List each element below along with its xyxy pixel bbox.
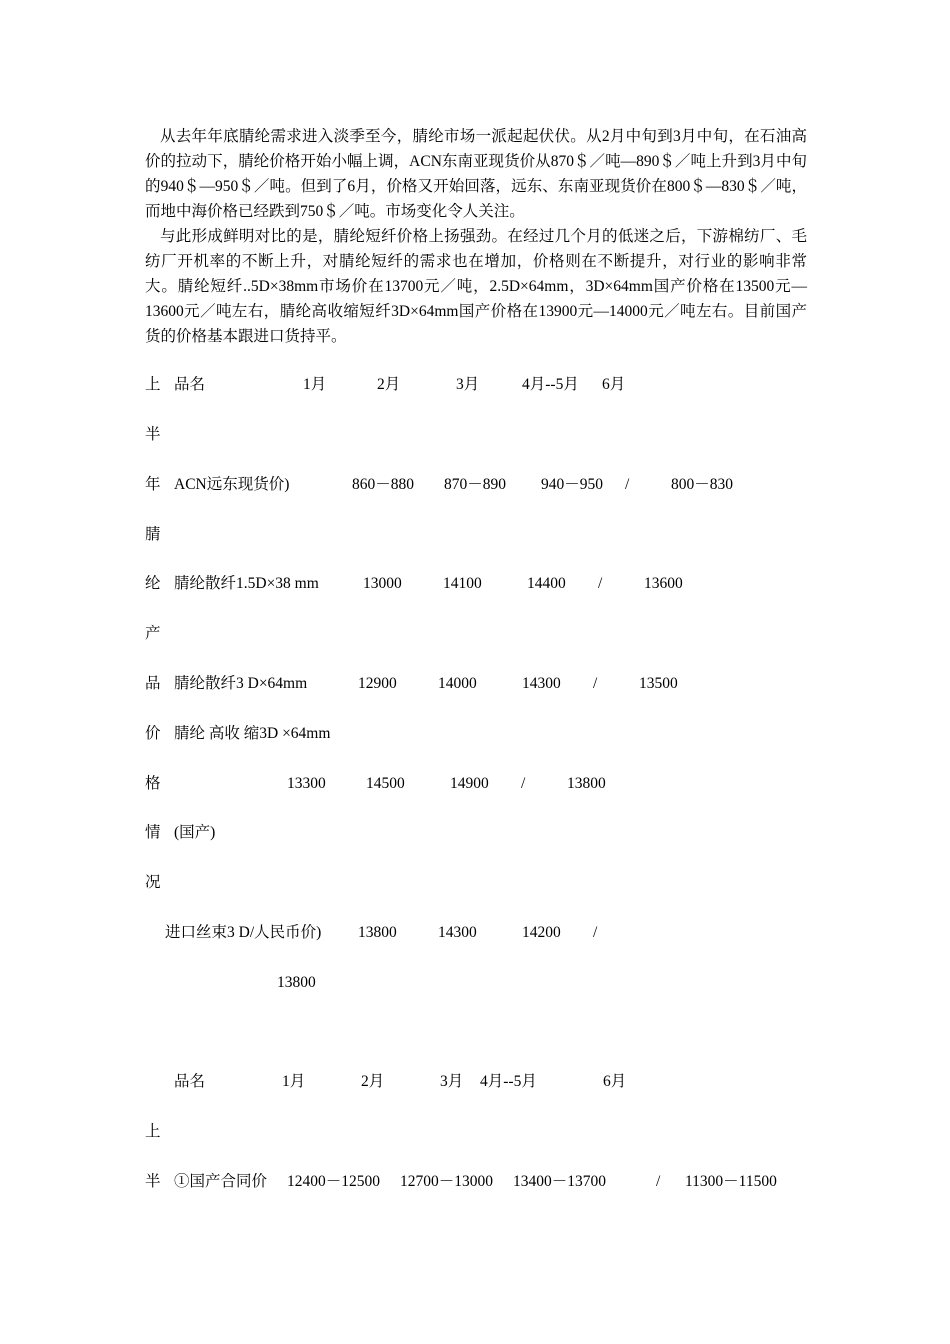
row-product-name: ACN远东现货价) (174, 476, 290, 493)
side-char: 半 (145, 1173, 161, 1190)
row-product-name: 腈纶 高收 缩3D ×64mm (174, 725, 331, 742)
header-apr-may: 4月--5月 (480, 1073, 537, 1090)
cell-mar: 940－950 (541, 476, 604, 493)
side-char: 上 (145, 1123, 161, 1140)
side-char: 情 (145, 824, 161, 841)
side-char: 年 (145, 476, 161, 493)
cell-apr-may: / (656, 1173, 661, 1190)
header-product-name: 品名 (174, 376, 206, 393)
cell-apr-may: / (625, 476, 630, 493)
paragraph-acrylic-staple: 与此形成鲜明对比的是，腈纶短纤价格上扬强劲。在经过几个月的低迷之后，下游棉纺厂、毛纺厂开机率的不断上升，对腈纶短纤的需求也在增加，价格则在不断提升，对行业的影响非常大。腈纶短纤..5D×38mm市场价在13700元／吨，2.5D×64mm，3D×64mm国产价格在13500元—13600元／吨左右，腈纶高收缩短纤3D×64mm国产价格在13900元—14000元／吨左右。目前国产货的价格基本跟进口货持平。 (145, 228, 807, 345)
header-product-name: 品名 (174, 1073, 206, 1090)
side-char: 半 (145, 426, 161, 443)
side-char: 价 (145, 725, 161, 742)
side-char: 品 (145, 675, 161, 692)
row-product-name: 进口丝束3 D/人民币价) (165, 924, 322, 941)
row-product-name: ①国产合同价 (174, 1173, 268, 1190)
cell-mar: 14300 (522, 675, 561, 692)
row-product-name-suffix: (国产) (174, 824, 216, 841)
header-jan: 1月 (282, 1073, 306, 1090)
cell-apr-may: / (593, 675, 598, 692)
side-char: 纶 (145, 575, 161, 592)
cell-mar: 14200 (522, 924, 561, 941)
header-jan: 1月 (303, 376, 327, 393)
cell-jun: 13800 (277, 974, 316, 991)
cell-feb: 14500 (366, 775, 405, 792)
cell-feb: 14100 (443, 575, 482, 592)
paragraph-acn-market: 从去年年底腈纶需求进入淡季至今，腈纶市场一派起起伏伏。从2月中旬到3月中旬，在石油高价的拉动下，腈纶价格开始小幅上调，ACN东南亚现货价从870＄／吨—890＄／吨上升到3月中旬的940＄—950＄／吨。但到了6月，价格又开始回落，远东、东南亚现货价在800＄—830＄／吨，而地中海价格已经跌到750＄／吨。市场变化令人关注。 (145, 128, 807, 220)
row-product-name: 腈纶散纤3 D×64mm (174, 675, 308, 692)
cell-feb: 14300 (438, 924, 477, 941)
cell-jan: 12400－12500 (287, 1173, 381, 1190)
header-feb: 2月 (377, 376, 401, 393)
side-char: 上 (145, 376, 161, 393)
side-char: 况 (145, 874, 161, 891)
cell-jan: 13000 (363, 575, 402, 592)
cell-apr-may: / (598, 575, 603, 592)
side-char: 格 (145, 775, 161, 792)
header-feb: 2月 (361, 1073, 385, 1090)
header-jun: 6月 (602, 376, 626, 393)
row-product-name: 腈纶散纤1.5D×38 mm (174, 575, 319, 592)
cell-jun: 800－830 (671, 476, 734, 493)
header-jun: 6月 (603, 1073, 627, 1090)
cell-apr-may: / (521, 775, 526, 792)
cell-mar: 14400 (527, 575, 566, 592)
cell-mar: 13400－13700 (513, 1173, 607, 1190)
header-mar: 3月 (456, 376, 480, 393)
side-char: 腈 (145, 526, 161, 543)
cell-jun: 13800 (567, 775, 606, 792)
cell-mar: 14900 (450, 775, 489, 792)
cell-jan: 13800 (358, 924, 397, 941)
side-char: 产 (145, 625, 161, 642)
header-apr-may: 4月--5月 (522, 376, 579, 393)
header-mar: 3月 (440, 1073, 464, 1090)
cell-jun: 11300－11500 (685, 1173, 777, 1190)
cell-jan: 860－880 (352, 476, 415, 493)
cell-jun: 13600 (644, 575, 683, 592)
cell-apr-may: / (593, 924, 598, 941)
cell-jan: 12900 (358, 675, 397, 692)
cell-feb: 14000 (438, 675, 477, 692)
cell-feb: 870－890 (444, 476, 507, 493)
cell-feb: 12700－13000 (400, 1173, 494, 1190)
cell-jan: 13300 (287, 775, 326, 792)
cell-jun: 13500 (639, 675, 678, 692)
